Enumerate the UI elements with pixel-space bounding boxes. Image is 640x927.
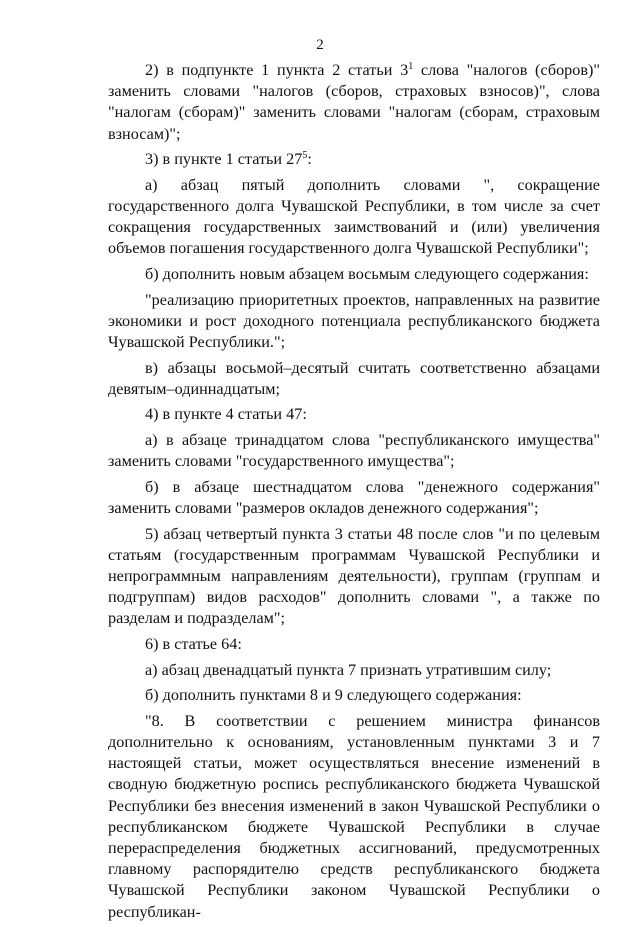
paragraph-item-2	[108, 60, 600, 145]
superscript: 1	[408, 61, 414, 72]
superscript: 5	[302, 150, 308, 162]
paragraph-item-3b: б) дополнить новым абзацем восьмым следующего содержания:	[145, 265, 589, 283]
paragraph-item-4b: б) в абзаце шестнадцатом слова "денежного содержания" заменить словами "размеров окладов денежного содержания";	[108, 477, 600, 517]
paragraph-quote-8: "8. В соответствии с решением министра финансов дополнительно к основаниям, установленным пунктами 3 и 7 настоящей статьи, может осуществляться внесение изменений в сводную бюджетную роспись республиканского бюджета Чувашской Республики без внесения изменений в закон Чувашской Республики о республиканском бюджете Чувашской Республики в случае перераспределения бюджетных ассигнований, предусмотренных главному распорядителю средств республиканского бюджета Чувашской Республики законом Чувашской Республики о республикан-	[108, 711, 600, 921]
paragraph-quote: "реализацию приоритетных проектов, направленных на развитие экономики и рост доходного потенциала республиканского бюджета Чувашской Республики.";	[108, 290, 600, 351]
paragraph-item-3a: а) абзац пятый дополнить словами ", сокращение государственного долга Чувашской Республики, в том числе за счет сокращения государственных заимствований и (или) увеличения объемов погашения государственного долга Чувашской Республики";	[108, 175, 600, 258]
paragraph-item-3v: в) абзацы восьмой–десятый считать соответственно абзацами девятым–одиннадцатым;	[108, 358, 600, 398]
page-number: 2	[316, 37, 324, 53]
paragraph-item-6a: а) абзац двенадцатый пункта 7 признать утратившим силу;	[145, 660, 552, 679]
paragraph-text: 2) в подпункте 1 пункта 2 статьи 3	[145, 61, 409, 79]
paragraph-text: 3) в пункте 1 статьи 27	[145, 150, 303, 169]
paragraph-item-4a: а) в абзаце тринадцатом слова "республиканского имущества" заменить словами "государственного имущества";	[108, 430, 600, 471]
document-body	[108, 60, 600, 927]
paragraph-text: :	[307, 150, 312, 169]
paragraph-text: слова "налогов (сборов)" заменить словами "налогов (сборов, страховых взносов)", слова "налогам (сборам)" заменить словами "налогам (сборам, страховым взносам)";	[108, 61, 600, 143]
paragraph-item-3	[108, 149, 600, 170]
paragraph-item-6: 6) в статье 64:	[145, 634, 242, 653]
paragraph-item-4: 4) в пункте 4 статьи 47:	[145, 405, 307, 424]
paragraph-item-6b: б) дополнить пунктами 8 и 9 следующего содержания:	[145, 686, 522, 705]
paragraph-item-5: 5) абзац четвертый пункта 3 статьи 48 после слов "и по целевым статьям (государственным программам Чувашской Республики и непрограммным направлениям деятельности), группам (группам и подгруппам) видов расходов" дополнить словами ", а также по разделам и подразделам";	[108, 524, 600, 628]
